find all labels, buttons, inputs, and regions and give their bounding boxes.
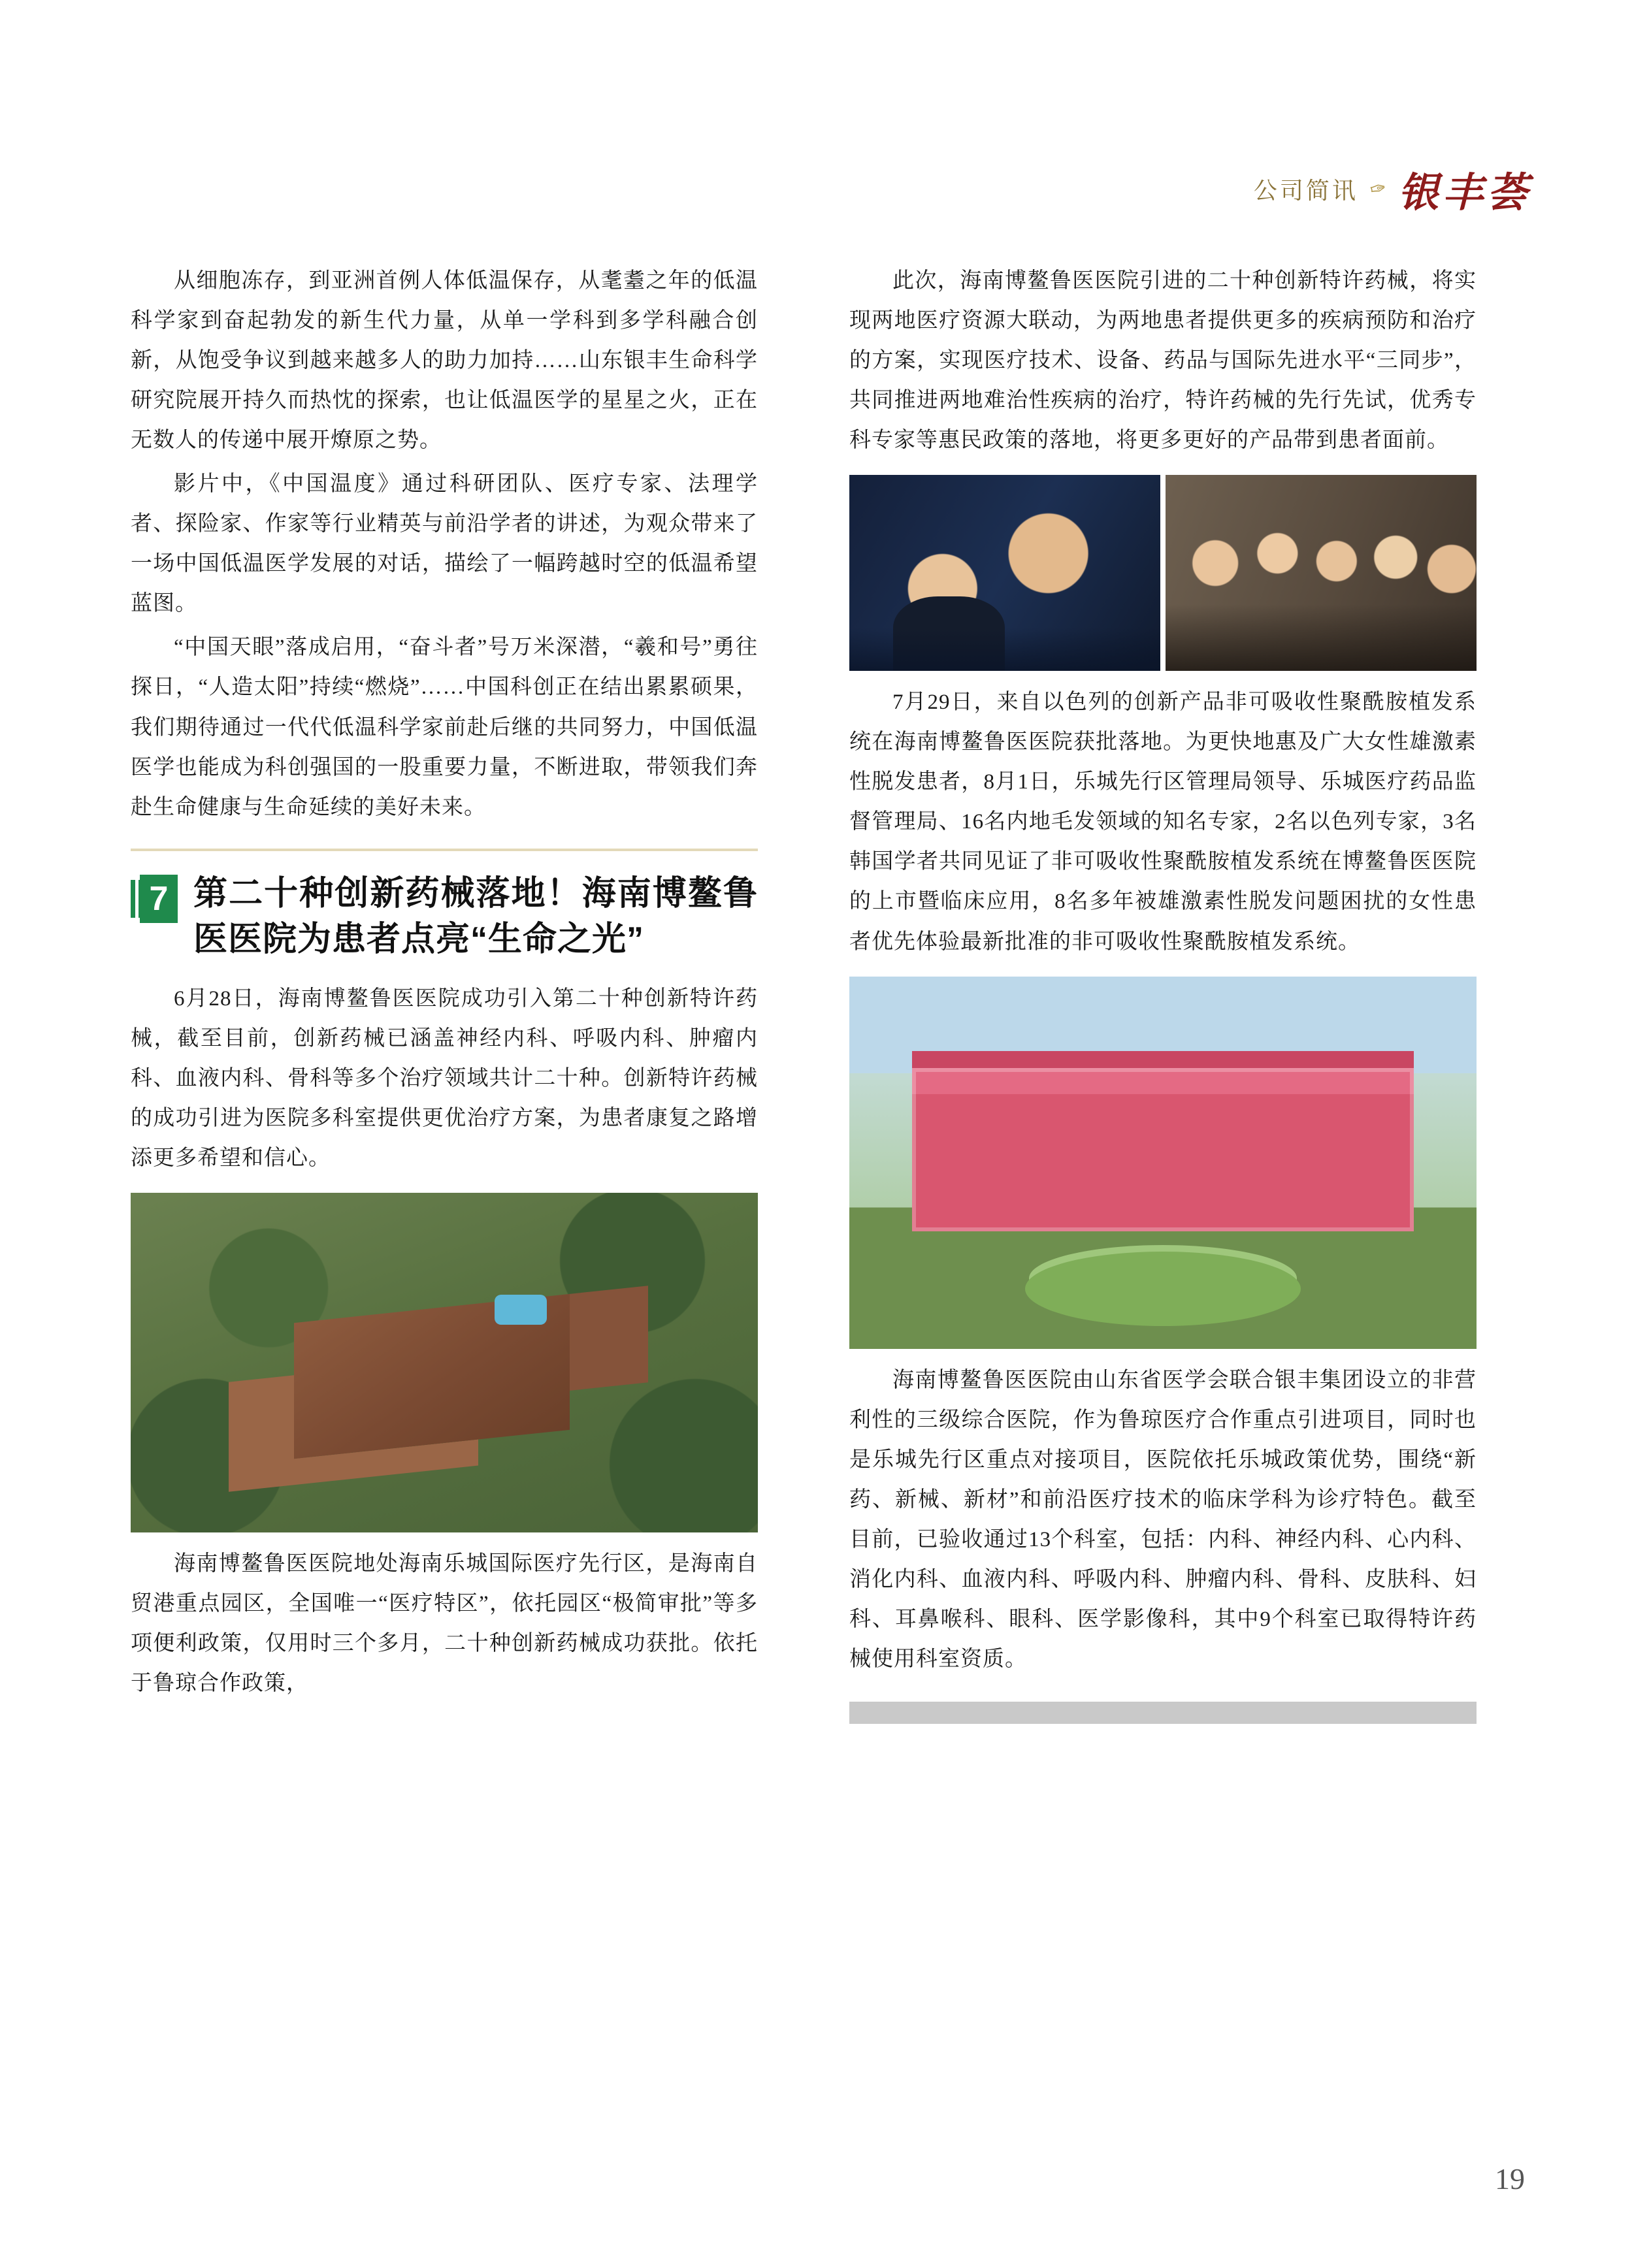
paragraph: 海南博鳌鲁医医院由山东省医学会联合银丰集团设立的非营利性的三级综合医院，作为鲁琼医疗合作重点引进项目，同时也是乐城先行区重点对接项目，医院依托乐城政策优势，围绕“新药、新械、新材”和前沿医疗技术的临床学科为诊疗特色。截至目前，已验收通过13个科室，包括：内科、神经内科、心内科、消化内科、血液内科、呼吸内科、肿瘤内科、骨科、皮肤科、妇科、耳鼻喉科、眼科、医学影像科，其中9个科室已取得特许药械使用科室资质。 [849, 1368, 1477, 1671]
paragraph: 6月28日，海南博鳌鲁医医院成功引入第二十种创新特许药械，截至目前，创新药械已涵盖神经内科、呼吸内科、肿瘤内科、血液内科、骨科等多个治疗领域共计二十种。创新特许药械的成功引进为医院多科室提供更优治疗方案，为患者康复之路增添更多希望和信心。 [131, 987, 758, 1171]
section-divider [131, 849, 758, 851]
pen-mark-icon: ✑ [1367, 176, 1389, 202]
left-column [131, 261, 758, 1708]
article-heading [131, 871, 758, 962]
paragraph: 影片中，《中国温度》通过科研团队、医疗专家、法理学者、探险家、作家等行业精英与前沿学者的讲述，为观众带来了一场中国低温医学发展的对话，描绘了一幅跨越时空的低温希望蓝图。 [131, 472, 758, 616]
article-number: 7 [140, 875, 178, 923]
publication-logo: 银丰荟 [1397, 171, 1531, 216]
header-section-title: 公司简讯 [1253, 177, 1358, 204]
right-column [849, 261, 1477, 1724]
paragraph: 此次，海南博鳌鲁医医院引进的二十种创新特许药械，将实现两地医疗资源大联动，为两地患者提供更多的疾病预防和治疗的方案，实现医疗技术、设备、药品与国际先进水平“三同步”，共同推进两地难治性疾病的治疗，特许药械的先行先试，优秀专科专家等惠民政策的落地，将更多更好的产品带到患者面前。 [849, 269, 1477, 453]
event-group-photo [1166, 475, 1477, 671]
article-number-badge [131, 875, 179, 923]
event-speaker-photo [849, 475, 1160, 671]
article-title: 第二十种创新药械落地！海南博鳌鲁医医院为患者点亮“生命之光” [193, 874, 758, 958]
aerial-campus-photo [131, 1193, 758, 1532]
page-header [1254, 160, 1531, 218]
page-number: 19 [1495, 2162, 1525, 2195]
event-photo-pair [849, 475, 1477, 671]
hospital-building-photo [849, 977, 1477, 1349]
paragraph: 海南博鳌鲁医医院地处海南乐城国际医疗先行区，是海南自贸港重点园区，全国唯一“医疗特区”，依托园区“极简审批”等多项便利政策，仅用时三个多月，二十种创新药械成功获批。依托于鲁琼合作政策， [131, 1552, 758, 1696]
paragraph: 7月29日，来自以色列的创新产品非可吸收性聚酰胺植发系统在海南博鳌鲁医医院获批落地。为更快地惠及广大女性雄激素性脱发患者，8月1日，乐城先行区管理局领导、乐城医疗药品监督管理局、16名内地毛发领域的知名专家，2名以色列专家，3名韩国学者共同见证了非可吸收性聚酰胺植发系统在博鳌鲁医医院的上市暨临床应用，8名多年被雄激素性脱发问题困扰的女性患者优先体验最新批准的非可吸收性聚酰胺植发系统。 [849, 690, 1477, 954]
paragraph: 从细胞冻存，到亚洲首例人体低温保存，从耄耋之年的低温科学家到奋起勃发的新生代力量，从单一学科到多学科融合创新，从饱受争议到越来越多人的助力加持……山东银丰生命科学研究院展开持久而热忱的探索，也让低温医学的星星之火，正在无数人的传递中展开燎原之势。 [131, 269, 758, 453]
bottom-grey-bar [849, 1702, 1477, 1724]
paragraph: “中国天眼”落成启用，“奋斗者”号万米深潜，“羲和号”勇往探日，“人造太阳”持续“燃烧”……中国科创正在结出累累硕果，我们期待通过一代代低温科学家前赴后继的共同努力，中国低温医学也能成为科创强国的一股重要力量，不断进取，带领我们奔赴生命健康与生命延续的美好未来。 [131, 636, 758, 819]
